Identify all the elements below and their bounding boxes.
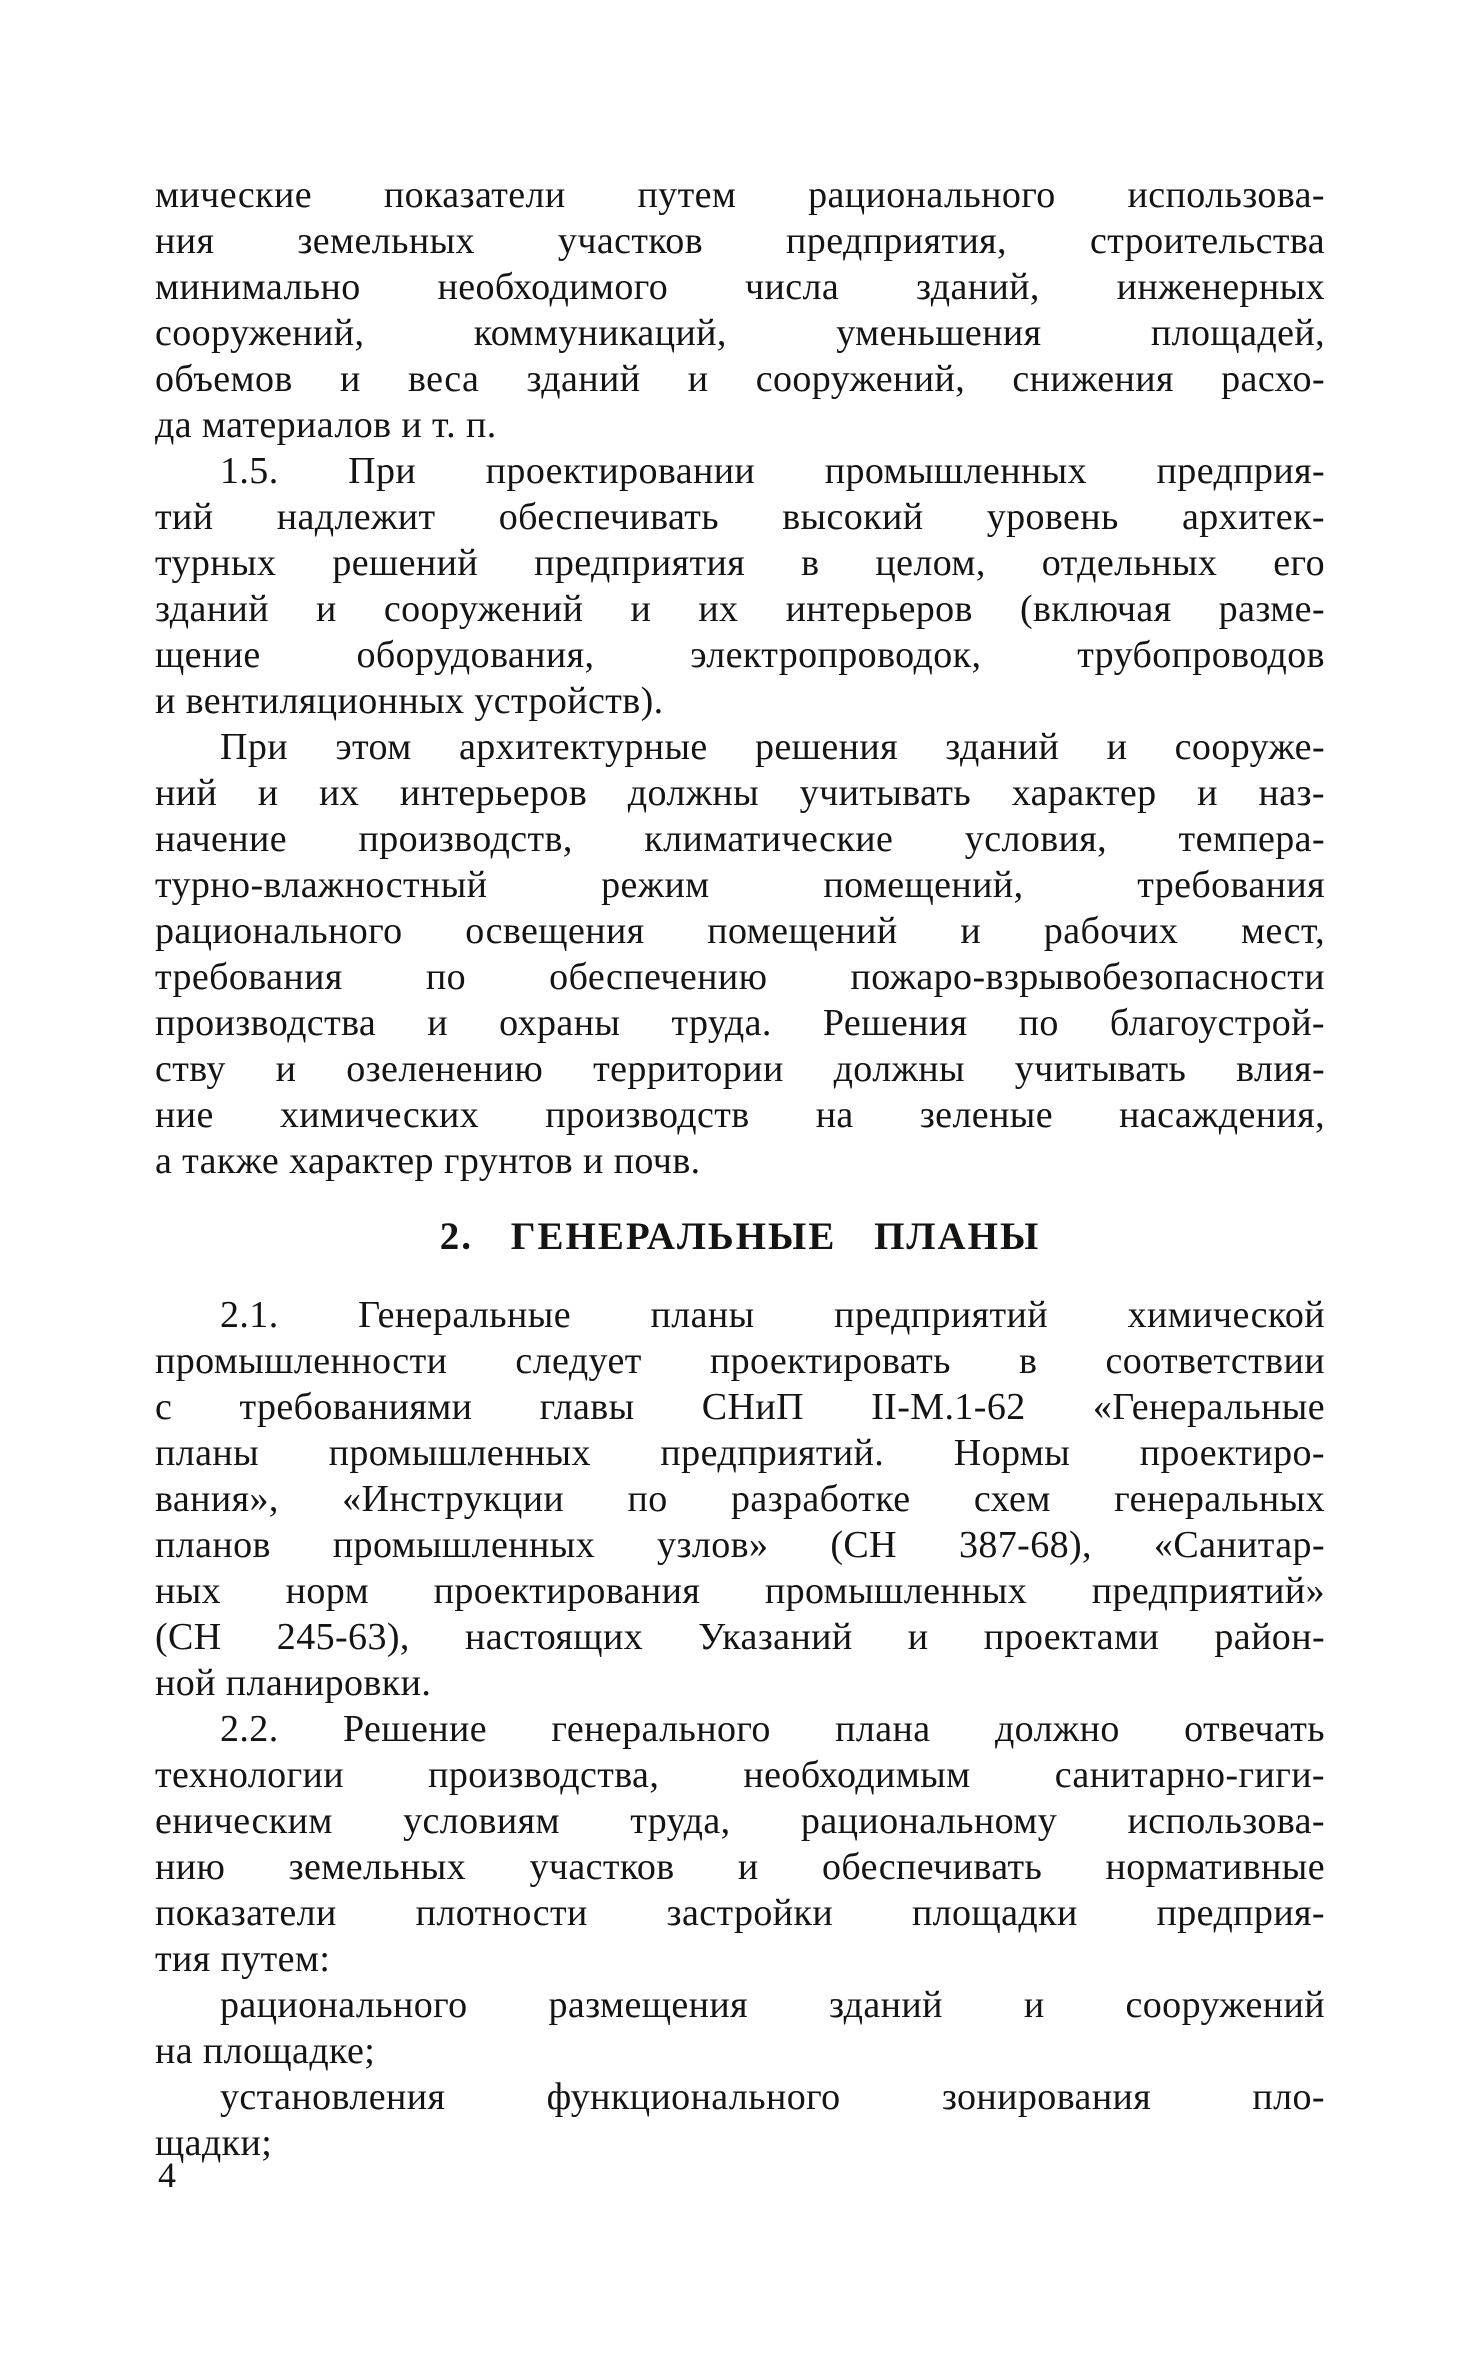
text-line: (СН 245-63), настоящих Указаний и проектами район- (155, 1616, 1325, 1658)
text-line: щадки; (155, 2122, 273, 2164)
text-line: нию земельных участков и обеспечивать нормативные (155, 1846, 1325, 1888)
text-line: вания», «Инструкции по разработке схем генеральных (155, 1478, 1325, 1520)
text-line: мические показатели путем рационального использова- (155, 174, 1325, 216)
text-line: зданий и сооружений и их интерьеров (включая разме- (155, 588, 1325, 630)
text-line: да материалов и т. п. (155, 404, 497, 446)
text-line: 2.2. Решение генерального плана должно отвечать (220, 1708, 1325, 1750)
text-line: минимально необходимого числа зданий, инженерных (155, 266, 1325, 308)
text-line: сооружений, коммуникаций, уменьшения площадей, (155, 312, 1325, 354)
text-line: установления функционального зонирования пло- (220, 2076, 1325, 2118)
text-line: объемов и веса зданий и сооружений, снижения расхо- (155, 358, 1325, 400)
text-line: показатели плотности застройки площадки предприя- (155, 1892, 1325, 1934)
text-line: с требованиями главы СНиП II-М.1-62 «Генеральные (155, 1386, 1325, 1428)
text-line: щение оборудования, электропроводок, трубопроводов (155, 634, 1325, 676)
text-line: 2.1. Генеральные планы предприятий химической (220, 1294, 1325, 1336)
text-line: ных норм проектирования промышленных предприятий» (155, 1570, 1325, 1612)
text-line: планов промышленных узлов» (СН 387-68), «Санитар- (155, 1524, 1325, 1566)
text-line: турно-влажностный режим помещений, требования (155, 864, 1325, 906)
text-block (155, 172, 1325, 2166)
text-line: еническим условиям труда, рациональному использова- (155, 1800, 1325, 1842)
section-heading: 2. ГЕНЕРАЛЬНЫЕ ПЛАНЫ (439, 1215, 1041, 1258)
text-line: ния земельных участков предприятия, строительства (155, 220, 1325, 262)
text-line: планы промышленных предприятий. Нормы проектиро- (155, 1432, 1325, 1474)
text-line: турных решений предприятия в целом, отдельных его (155, 542, 1325, 584)
text-line: производства и охраны труда. Решения по благоустрой- (155, 1002, 1325, 1044)
text-line: тий надлежит обеспечивать высокий уровень архитек- (155, 496, 1325, 538)
text-line: ний и их интерьеров должны учитывать характер и наз- (155, 772, 1325, 814)
text-line: технологии производства, необходимым санитарно-гиги- (155, 1754, 1325, 1796)
text-line: промышленности следует проектировать в соответствии (155, 1340, 1325, 1382)
text-line: и вентиляционных устройств). (155, 680, 664, 722)
text-line: тия путем: (155, 1938, 331, 1980)
text-line: на площадке; (155, 2030, 376, 2072)
text-line: а также характер грунтов и почв. (155, 1140, 701, 1182)
text-line: рационального освещения помещений и рабочих мест, (155, 910, 1325, 952)
page-number: 4 (158, 2155, 176, 2195)
text-line: ной планировки. (155, 1662, 432, 1704)
text-line: 1.5. При проектировании промышленных предприя- (220, 450, 1325, 492)
text-line: требования по обеспечению пожаро-взрывобезопасности (155, 956, 1325, 998)
text-line: ние химических производств на зеленые насаждения, (155, 1094, 1325, 1136)
text-line: рационального размещения зданий и сооружений (220, 1984, 1325, 2026)
text-line: При этом архитектурные решения зданий и сооруже- (220, 726, 1325, 768)
text-line: начение производств, климатические условия, темпера- (155, 818, 1325, 860)
text-line: ству и озеленению территории должны учитывать влия- (155, 1048, 1325, 1090)
